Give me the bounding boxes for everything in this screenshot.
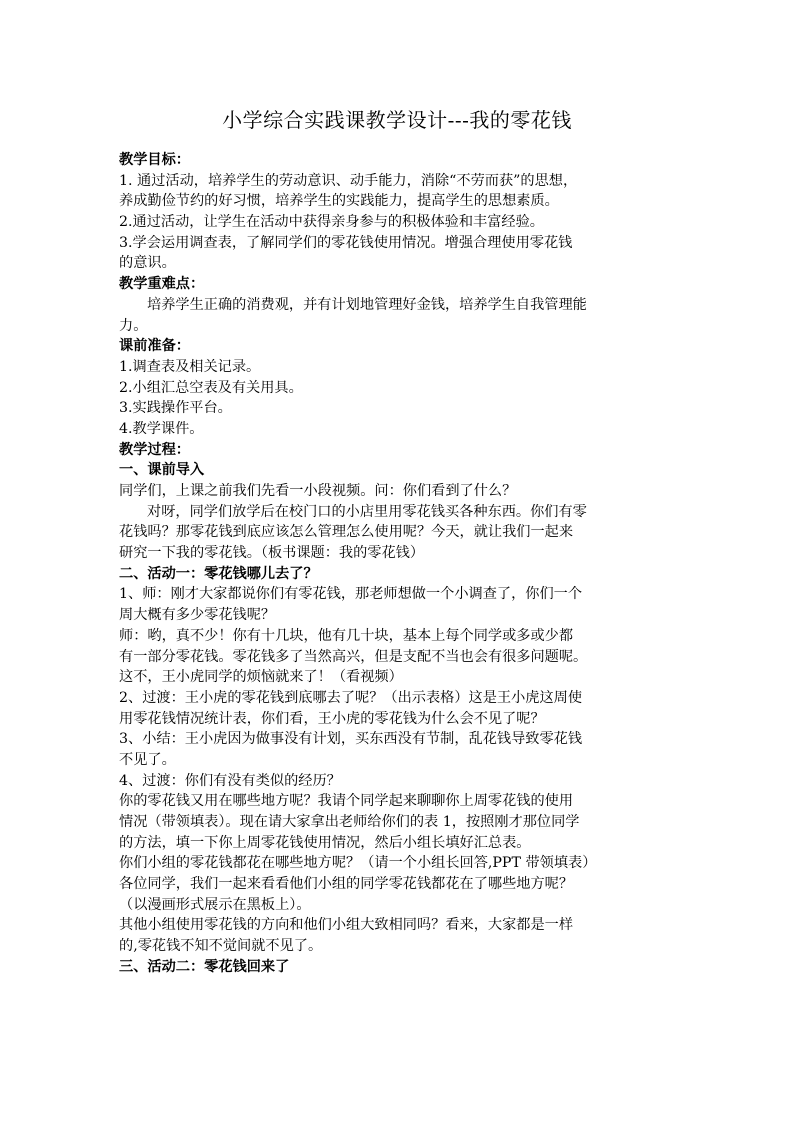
paragraph-line: 同学们，上课之前我们先看一小段视频。问：你们看到了什么？ [119, 483, 517, 499]
section-heading: 教学目标： [119, 152, 190, 168]
paragraph-line: 3.实践操作平台。 [119, 400, 232, 417]
paragraph-line: 师：哟，真不少！你有十几块，他有几十块，基本上每个同学或多或少都 [119, 627, 574, 644]
paragraph-line: 1. 通过活动，培养学生的劳动意识、动手能力，消除“不劳而获”的思想， [119, 172, 578, 189]
paragraph-line: 养成勤俭节约的好习惯，培养学生的实践能力，提高学生的思想素质。 [119, 193, 559, 210]
paragraph-line: 的,零花钱不知不觉间就不见了。 [119, 938, 323, 955]
section-heading: 三、活动二：零花钱回来了 [119, 958, 290, 975]
paragraph-line: 的意识。 [119, 255, 176, 272]
paragraph-line: 这不，王小虎同学的烦恼就来了！（看视频） [119, 669, 403, 686]
paragraph-line: 4、过渡：你们有没有类似的经历？ [119, 772, 341, 789]
document-body [119, 150, 679, 978]
paragraph-line: 3.学会运用调查表，了解同学们的零花钱使用情况。增强合理使用零花钱 [119, 234, 573, 251]
paragraph-line: 4.教学课件。 [119, 420, 204, 437]
paragraph-line: 周大概有多少零花钱呢？ [119, 607, 276, 624]
paragraph-line: 1.调查表及相关记录。 [119, 358, 261, 375]
paragraph-line: 各位同学，我们一起来看看他们小组的同学零花钱都花在了哪些地方呢？ [119, 876, 574, 893]
paragraph-line: 2、过渡：王小虎的零花钱到底哪去了呢？（出示表格）这是王小虎这周使 [119, 689, 583, 706]
section-heading: 教学重难点： [119, 276, 205, 293]
paragraph-line: 情况（带领填表）。现在请大家拿出老师给你们的表 1，按照刚才那位同学 [119, 814, 580, 830]
paragraph-line: 2.小组汇总空表及有关用具。 [119, 379, 303, 396]
section-heading: 二、活动一：零花钱哪儿去了？ [119, 565, 318, 582]
paragraph-line: 的方法，填一下你上周零花钱使用情况，然后小组长填好汇总表。 [119, 834, 531, 851]
paragraph-line: 研究一下我的零花钱。（板书课题：我的零花钱） [119, 545, 425, 562]
section-heading: 教学过程： [119, 441, 190, 458]
paragraph-line: 你的零花钱又用在哪些地方呢？我请个同学起来聊聊你上周零花钱的使用 [119, 793, 574, 810]
section-heading: 一、课前导入 [119, 462, 205, 479]
document-title: 小学综合实践课教学设计---我的零花钱 [222, 108, 572, 132]
paragraph-line: 你们小组的零花钱都花在哪些地方呢？（请一个小组长回答,PPT 带领填表） [119, 855, 597, 872]
paragraph-line: 花钱吗？那零花钱到底应该怎么管理怎么使用呢？今天，就让我们一起来 [119, 524, 574, 541]
paragraph-line: 其他小组使用零花钱的方向和他们小组大致相同吗？看来，大家都是一样 [119, 917, 574, 934]
paragraph-line: 用零花钱情况统计表，你们看，王小虎的零花钱为什么会不见了呢？ [119, 710, 545, 727]
paragraph-line: 对呀，同学们放学后在校门口的小店里用零花钱买各种东西。你们有零 [147, 503, 587, 520]
paragraph-line: 1、师：刚才大家都说你们有零花钱，那老师想做一个小调查了，你们一个 [119, 586, 583, 603]
paragraph-line: 培养学生正确的消费观，并有计划地管理好金钱，培养学生自我管理能 [147, 296, 587, 313]
paragraph-line: 3、小结：王小虎因为做事没有计划，买东西没有节制，乱花钱导致零花钱 [119, 731, 583, 748]
paragraph-line: 2.通过活动，让学生在活动中获得亲身参与的积极体验和丰富经验。 [119, 214, 544, 231]
paragraph-line: 有一部分零花钱。零花钱多了当然高兴，但是支配不当也会有很多问题呢。 [119, 648, 588, 665]
section-heading: 课前准备： [119, 338, 190, 355]
paragraph-line: （以漫画形式展示在黑板上）。 [119, 896, 311, 913]
paragraph-line: 不见了。 [119, 751, 176, 768]
paragraph-line: 力。 [119, 317, 148, 334]
